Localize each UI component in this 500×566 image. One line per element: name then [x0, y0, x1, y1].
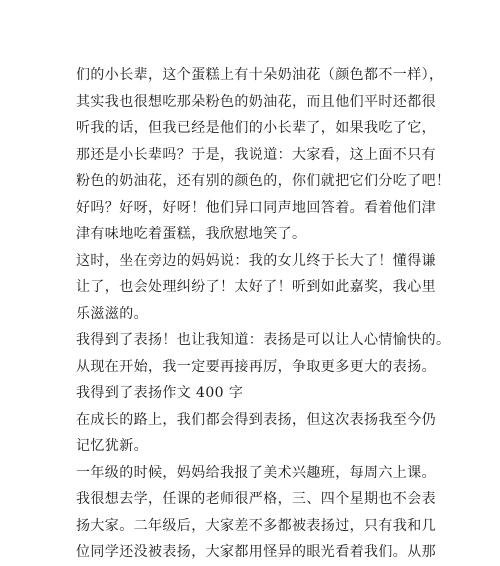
text-line: 扬大家。二年级后，大家差不多都被表扬过，只有我和几 [76, 517, 436, 534]
body-text [76, 62, 451, 566]
text-line: 我很想去学，任课的老师很严格，三、四个星期也不会表 [76, 491, 436, 507]
text-line: 记忆犹新。 [76, 438, 148, 454]
text-line: 一年级的时候，妈妈给我报了美术兴趣班，每周六上课。 [76, 464, 436, 481]
text-line: 这时，坐在旁边的妈妈说：我的女儿终于长大了！懂得谦 [76, 252, 436, 269]
text-line: 我得到了表扬！也让我知道：表扬是可以让人心情愉快的。 [76, 332, 451, 348]
text-line: 从现在开始，我一定要再接再厉，争取更多更大的表扬。 [76, 358, 436, 375]
text-line: 津有味地吃着蛋糕，我欣慰地笑了。 [76, 226, 307, 242]
text-line: 位同学还没被表扬，大家都用怪异的眼光看着我们。从那 [76, 544, 436, 560]
text-line: 们的小长辈，这个蛋糕上有十朵奶油花（颜色都不一样）， [76, 67, 444, 83]
text-line: 听我的话，但我已经是他们的小长辈了，如果我吃了它， [76, 120, 436, 136]
text-line: 乐滋滋的。 [76, 305, 148, 322]
text-line: 在成长的路上，我们都会得到表扬，但这次表扬我至今仍 [76, 411, 436, 428]
text-line: 粉色的奶油花，还有别的颜色的，你们就把它们分吃了吧！ [76, 173, 451, 189]
text-line: 好吗？好呀，好呀！他们异口同声地回答着。看着他们津 [76, 199, 436, 216]
text-line: 那还是小长辈吗？于是，我说道：大家看，这上面不只有 [76, 146, 436, 163]
text-line: 让了，也会处理纠纷了！太好了！听到如此嘉奖，我心里 [76, 279, 436, 295]
text-line: 其实我也很想吃那朵粉色的奶油花，而且他们平时还都很 [76, 93, 436, 110]
heading-line: 我得到了表扬作文 400 字 [76, 385, 244, 401]
